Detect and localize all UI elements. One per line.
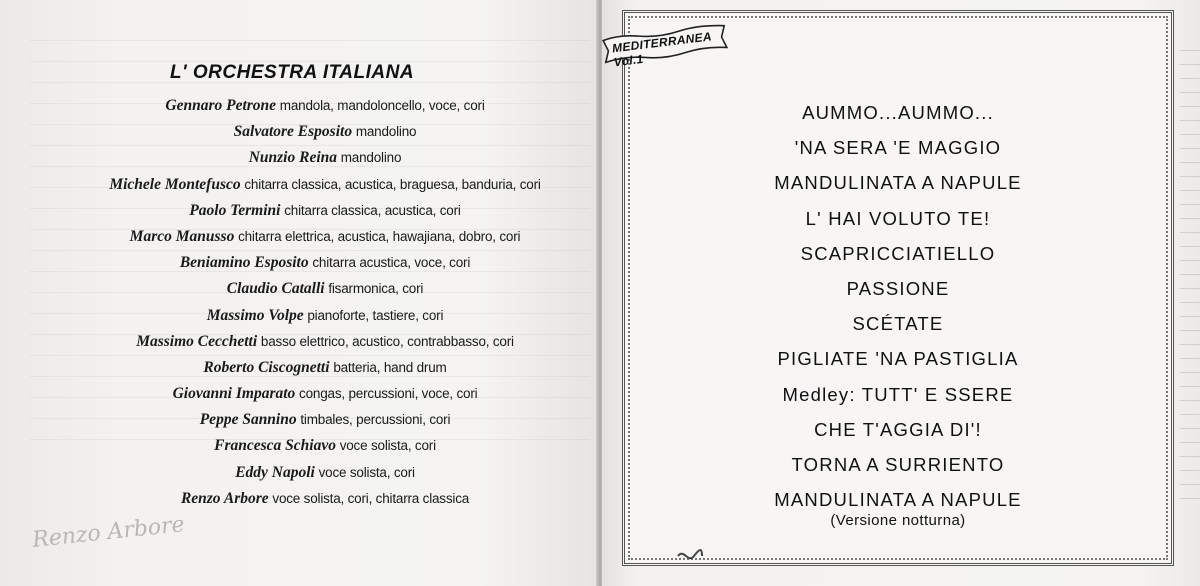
member-role: voce solista, cori	[339, 438, 436, 454]
member-row	[60, 381, 590, 407]
track-item: CHE T'AGGIA DI'!	[814, 418, 982, 440]
member-row	[60, 172, 590, 198]
track-item: PIGLIATE 'NA PASTIGLIA	[777, 348, 1019, 370]
track-item: 'NA SERA 'E MAGGIO	[794, 137, 1002, 159]
member-row	[60, 93, 590, 119]
member-role: chitarra elettrica, acustica, hawajiana, dobro, cori	[238, 228, 521, 244]
track-list	[622, 95, 1174, 517]
member-role: batteria, hand drum	[333, 359, 447, 375]
track-item: Medley: TUTT' E SSERE	[782, 383, 1014, 405]
member-row	[60, 329, 590, 355]
track-note: (Versione notturna)	[830, 512, 966, 529]
member-name: Francesca Schiavo	[214, 437, 336, 455]
member-name: Massimo Volpe	[206, 306, 304, 324]
show-through-text-right	[1180, 50, 1200, 510]
member-role: pianoforte, tastiere, cori	[307, 307, 444, 323]
banner-label: MEDITERRANEA Vol.1	[611, 29, 713, 70]
track-item: TORNA A SURRIENTO	[791, 453, 1005, 475]
member-name: Peppe Sannino	[199, 411, 297, 429]
member-name: Salvatore Esposito	[233, 123, 353, 141]
member-row	[60, 460, 590, 486]
member-role: chitarra classica, acustica, cori	[284, 202, 461, 218]
member-row	[60, 250, 590, 276]
handwritten-signature: Renzo Arbore	[31, 512, 186, 553]
member-name: Beniamino Esposito	[179, 254, 309, 272]
member-row	[60, 433, 590, 459]
member-role: basso elettrico, acustico, contrabbasso, cori	[260, 333, 514, 349]
member-role: mandola, mandoloncello, voce, cori	[279, 98, 485, 113]
member-name: Claudio Catalli	[226, 280, 325, 298]
member-role: chitarra acustica, voce, cori	[312, 255, 471, 271]
track-item: SCAPRICCIATIELLO	[800, 242, 996, 264]
member-row	[60, 303, 590, 329]
member-row	[60, 119, 590, 145]
member-name: Massimo Cecchetti	[136, 332, 258, 350]
member-role: timbales, percussioni, cori	[300, 412, 451, 428]
track-item: SCÉTATE	[852, 313, 944, 335]
orchestra-heading: L' ORCHESTRA ITALIANA	[170, 62, 415, 83]
member-row	[60, 407, 590, 433]
member-name: Renzo Arbore	[180, 489, 269, 507]
member-row	[60, 145, 590, 171]
member-row	[60, 224, 590, 250]
member-name: Eddy Napoli	[235, 463, 315, 481]
member-role: voce solista, cori, chitarra classica	[272, 490, 470, 506]
member-role: mandolino	[355, 124, 417, 140]
member-name: Paolo Termini	[189, 201, 281, 219]
member-row	[60, 276, 590, 302]
track-item: L' HAI VOLUTO TE!	[805, 207, 991, 229]
member-list	[60, 93, 590, 512]
member-name: Gennaro Petrone	[165, 97, 277, 114]
rope-knot-icon	[676, 548, 704, 564]
member-name: Marco Manusso	[129, 227, 235, 245]
member-name: Roberto Ciscognetti	[203, 358, 330, 376]
member-name: Nunzio Reina	[248, 149, 338, 167]
member-role: voce solista, cori	[318, 464, 415, 480]
member-row	[60, 198, 590, 224]
member-role: fisarmonica, cori	[328, 281, 424, 297]
member-role: chitarra classica, acustica, braguesa, banduria, cori	[244, 176, 541, 192]
member-role: mandolino	[340, 150, 402, 166]
member-name: Giovanni Imparato	[172, 385, 296, 403]
member-role: congas, percussioni, voce, cori	[299, 386, 478, 402]
track-item: AUMMO...AUMMO...	[802, 102, 994, 123]
member-row	[60, 486, 590, 512]
track-item: PASSIONE	[846, 277, 950, 299]
member-name: Michele Montefusco	[109, 175, 241, 193]
track-item: MANDULINATA A NAPULE	[774, 172, 1022, 194]
member-row	[60, 355, 590, 381]
track-item: MANDULINATA A NAPULE	[774, 489, 1022, 511]
